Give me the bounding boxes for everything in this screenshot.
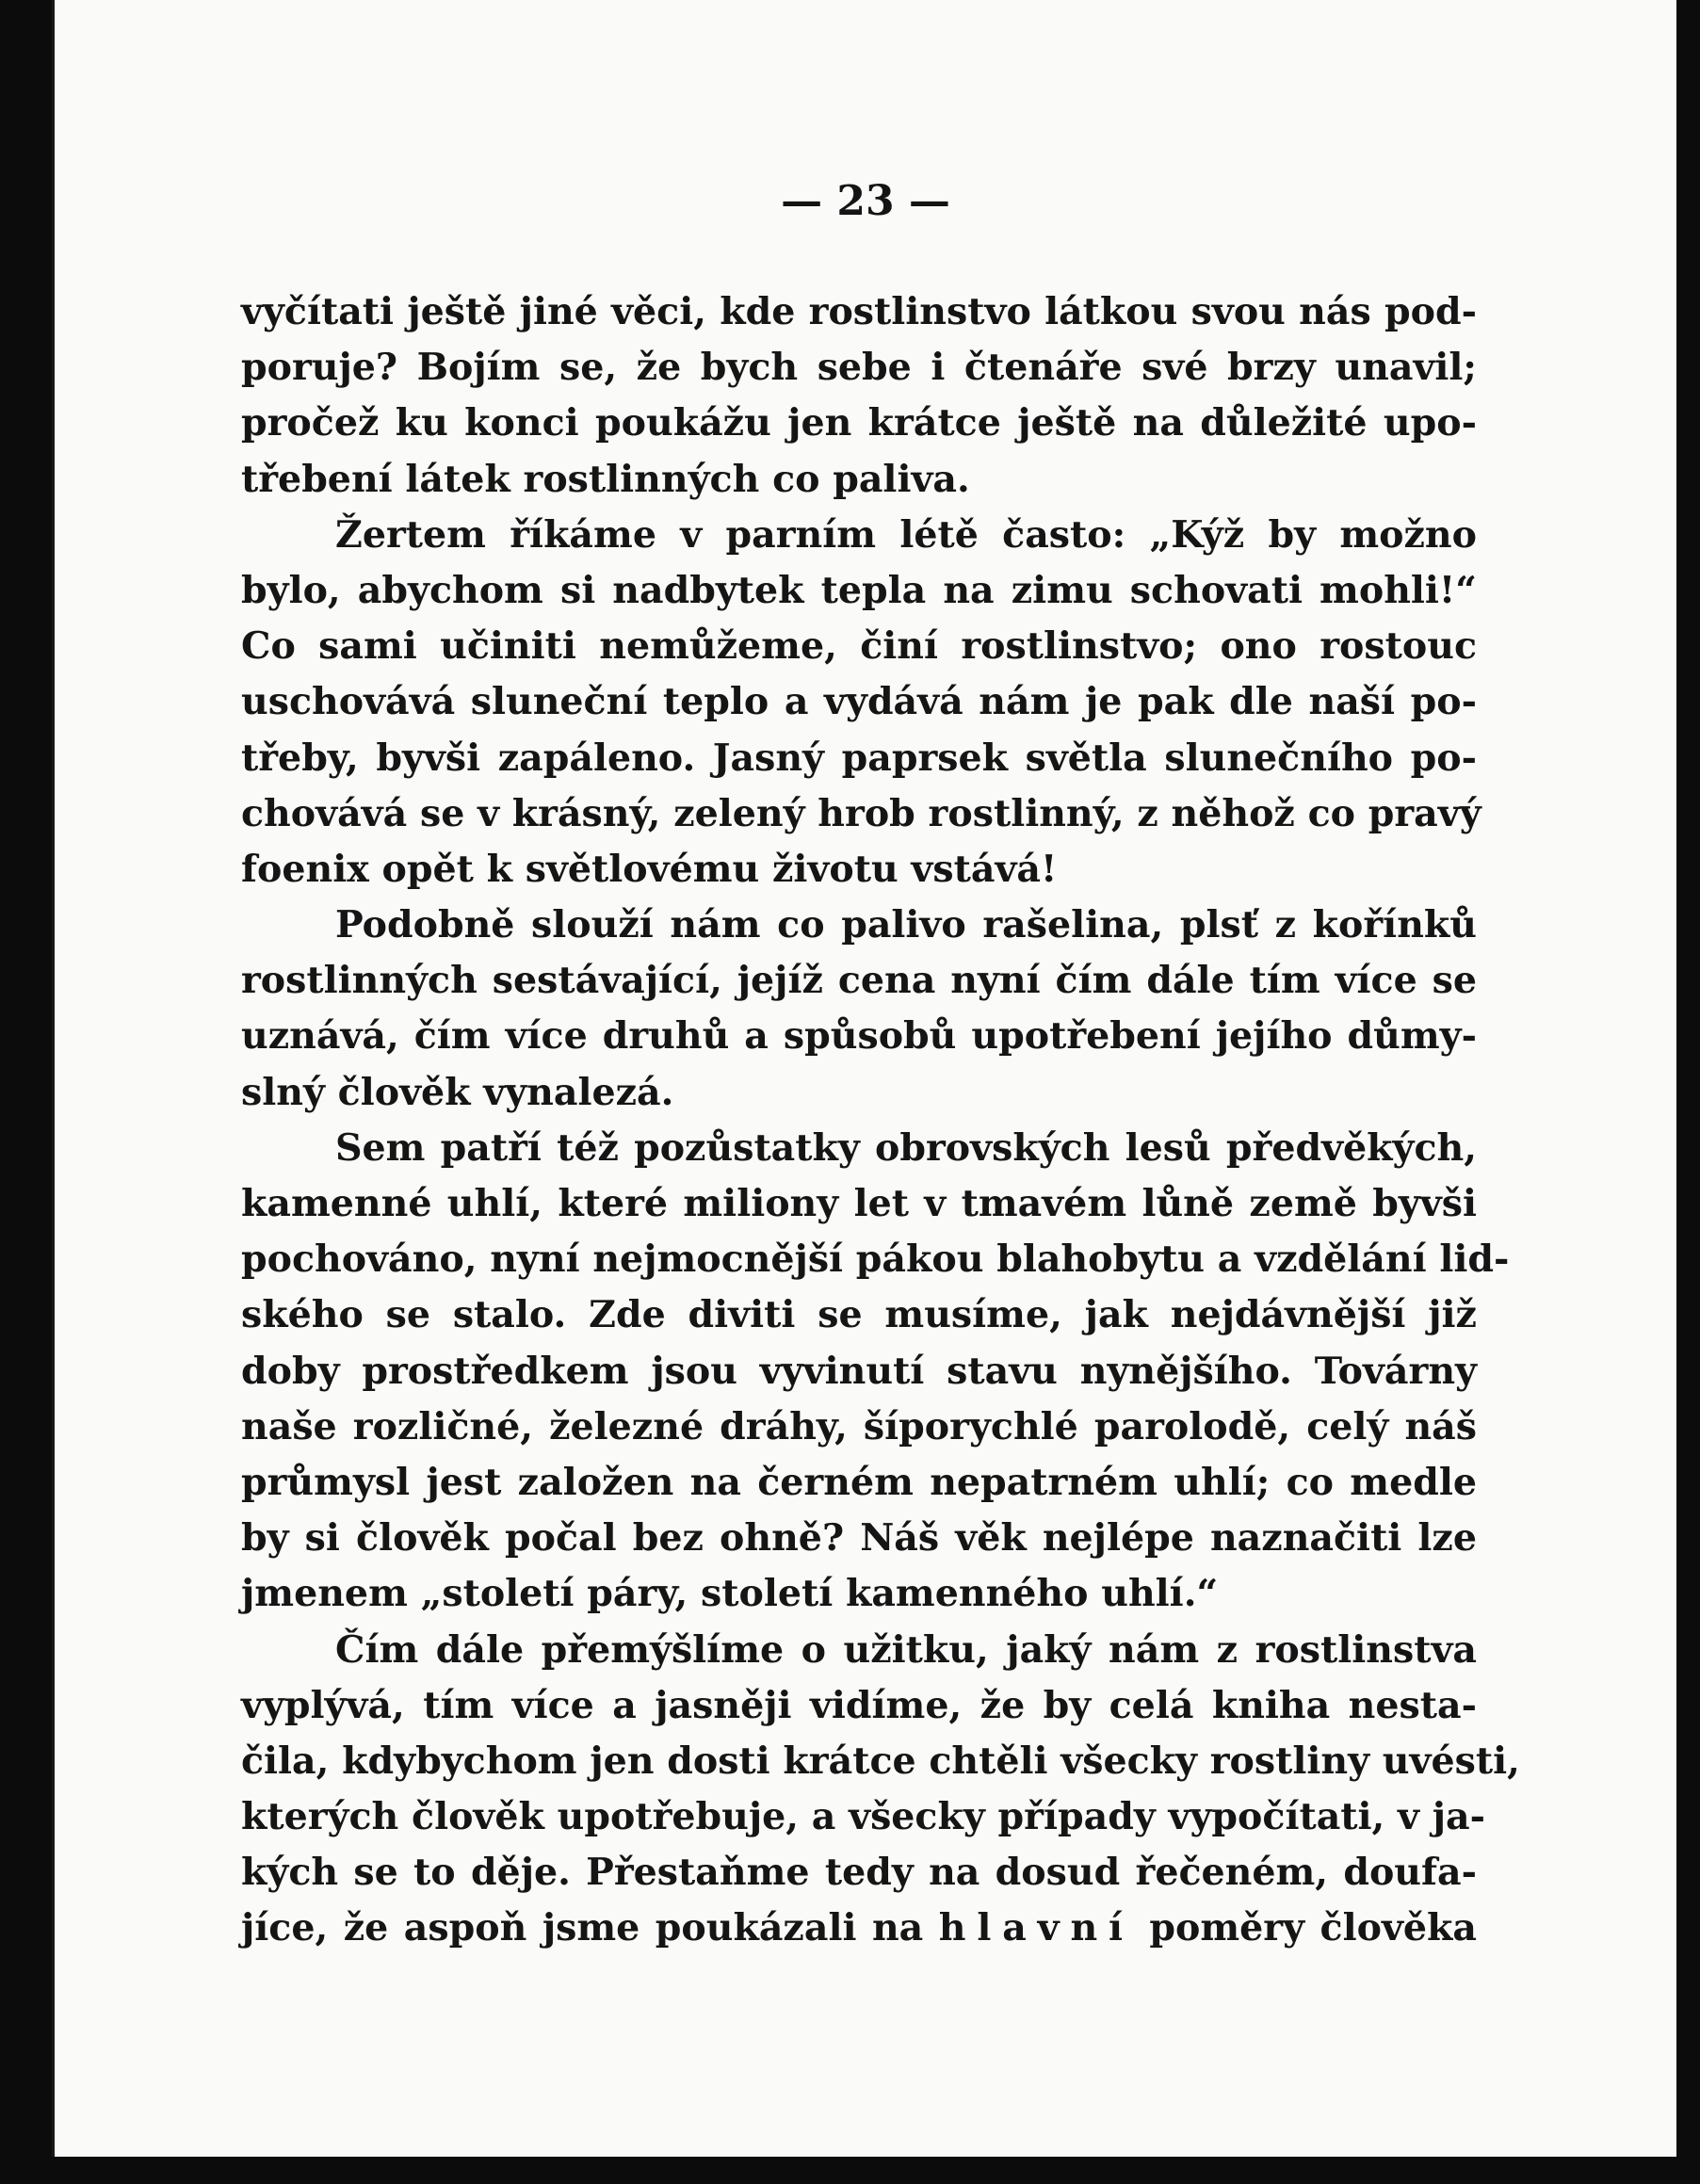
text-line: průmysl jest založen na černém nepatrném uhlí; co medle xyxy=(241,1460,1477,1504)
text-segment: jíce, že aspoň jsme poukázali na xyxy=(241,1906,939,1950)
text-line: pochováno, nyní nejmocnější pákou blahobytu a vzdělání lid- xyxy=(241,1238,1510,1282)
text-line: chovává se v krásný, zelený hrob rostlinný, z něhož co pravý xyxy=(241,791,1481,835)
paragraph-start-line: Sem patří též pozůstatky obrovských lesů předvěkých, xyxy=(335,1125,1477,1170)
text-line: vyčítati ještě jiné věci, kde rostlinstvo látkou svou nás pod- xyxy=(241,290,1477,333)
text-line: Co sami učiniti nemůžeme, činí rostlinstvo; ono rostouc xyxy=(241,624,1477,669)
text-line: pročež ku konci poukážu jen krátce ještě na důležité upo- xyxy=(241,401,1477,445)
text-line: rostlinných sestávající, jejíž cena nyní čím dále tím více se xyxy=(241,959,1477,1003)
text-line: kých se to děje. Přestaňme tedy na dosud řečeném, doufa- xyxy=(241,1851,1477,1895)
spaced-emphasis-word: hlavní xyxy=(938,1906,1134,1950)
text-line: ského se stalo. Zde diviti se musíme, jak nejdávnější již xyxy=(241,1293,1477,1337)
paragraph-start-line: Čím dále přemýšlíme o užitku, jaký nám z rostlinstva xyxy=(335,1627,1477,1672)
page-number: — 23 — xyxy=(781,177,950,225)
text-line: naše rozličné, železné dráhy, šíporychlé parolodě, celý náš xyxy=(241,1404,1477,1448)
text-line-final xyxy=(241,1901,1477,1956)
book-page xyxy=(52,0,1676,2157)
text-segment: poměry člověka xyxy=(1133,1906,1477,1950)
body-text xyxy=(241,284,1520,1957)
paragraph-start-line: Žertem říkáme v parním létě často: „Kýž by možno xyxy=(335,512,1477,557)
text-line: foenix opět k světlovému životu vstává! xyxy=(241,847,1058,891)
paragraph-start-line: Podobně slouží nám co palivo rašelina, plsť z kořínků xyxy=(335,903,1477,947)
text-line: třeby, byvši zapáleno. Jasný paprsek světla slunečního po- xyxy=(241,736,1477,780)
text-line: slný člověk vynalezá. xyxy=(241,1070,674,1114)
text-line: uznává, čím více druhů a spůsobů upotřebení jejího důmy- xyxy=(241,1014,1477,1059)
text-line: jmenem „století páry, století kamenného uhlí.“ xyxy=(241,1572,1219,1616)
text-line: bylo, abychom si nadbytek tepla na zimu schovati mohli!“ xyxy=(241,568,1477,612)
text-line: doby prostředkem jsou vyvinutí stavu nynějšího. Továrny xyxy=(241,1349,1477,1393)
text-line: kamenné uhlí, které miliony let v tmavém lůně země byvši xyxy=(241,1182,1477,1225)
text-line: vyplývá, tím více a jasněji vidíme, že by celá kniha nesta- xyxy=(241,1683,1477,1727)
text-line: čila, kdybychom jen dosti krátce chtěli všecky rostliny uvésti, xyxy=(241,1739,1520,1783)
text-line: poruje? Bojím se, že bych sebe i čtenáře své brzy unavil; xyxy=(241,346,1477,390)
text-line: třebení látek rostlinných co paliva. xyxy=(241,457,970,501)
text-line: kterých člověk upotřebuje, a všecky případy vypočítati, v ja- xyxy=(241,1795,1486,1839)
text-line: by si člověk počal bez ohně? Náš věk nejlépe naznačiti lze xyxy=(241,1516,1477,1561)
text-line: uschovává sluneční teplo a vydává nám je pak dle naší po- xyxy=(241,680,1477,724)
